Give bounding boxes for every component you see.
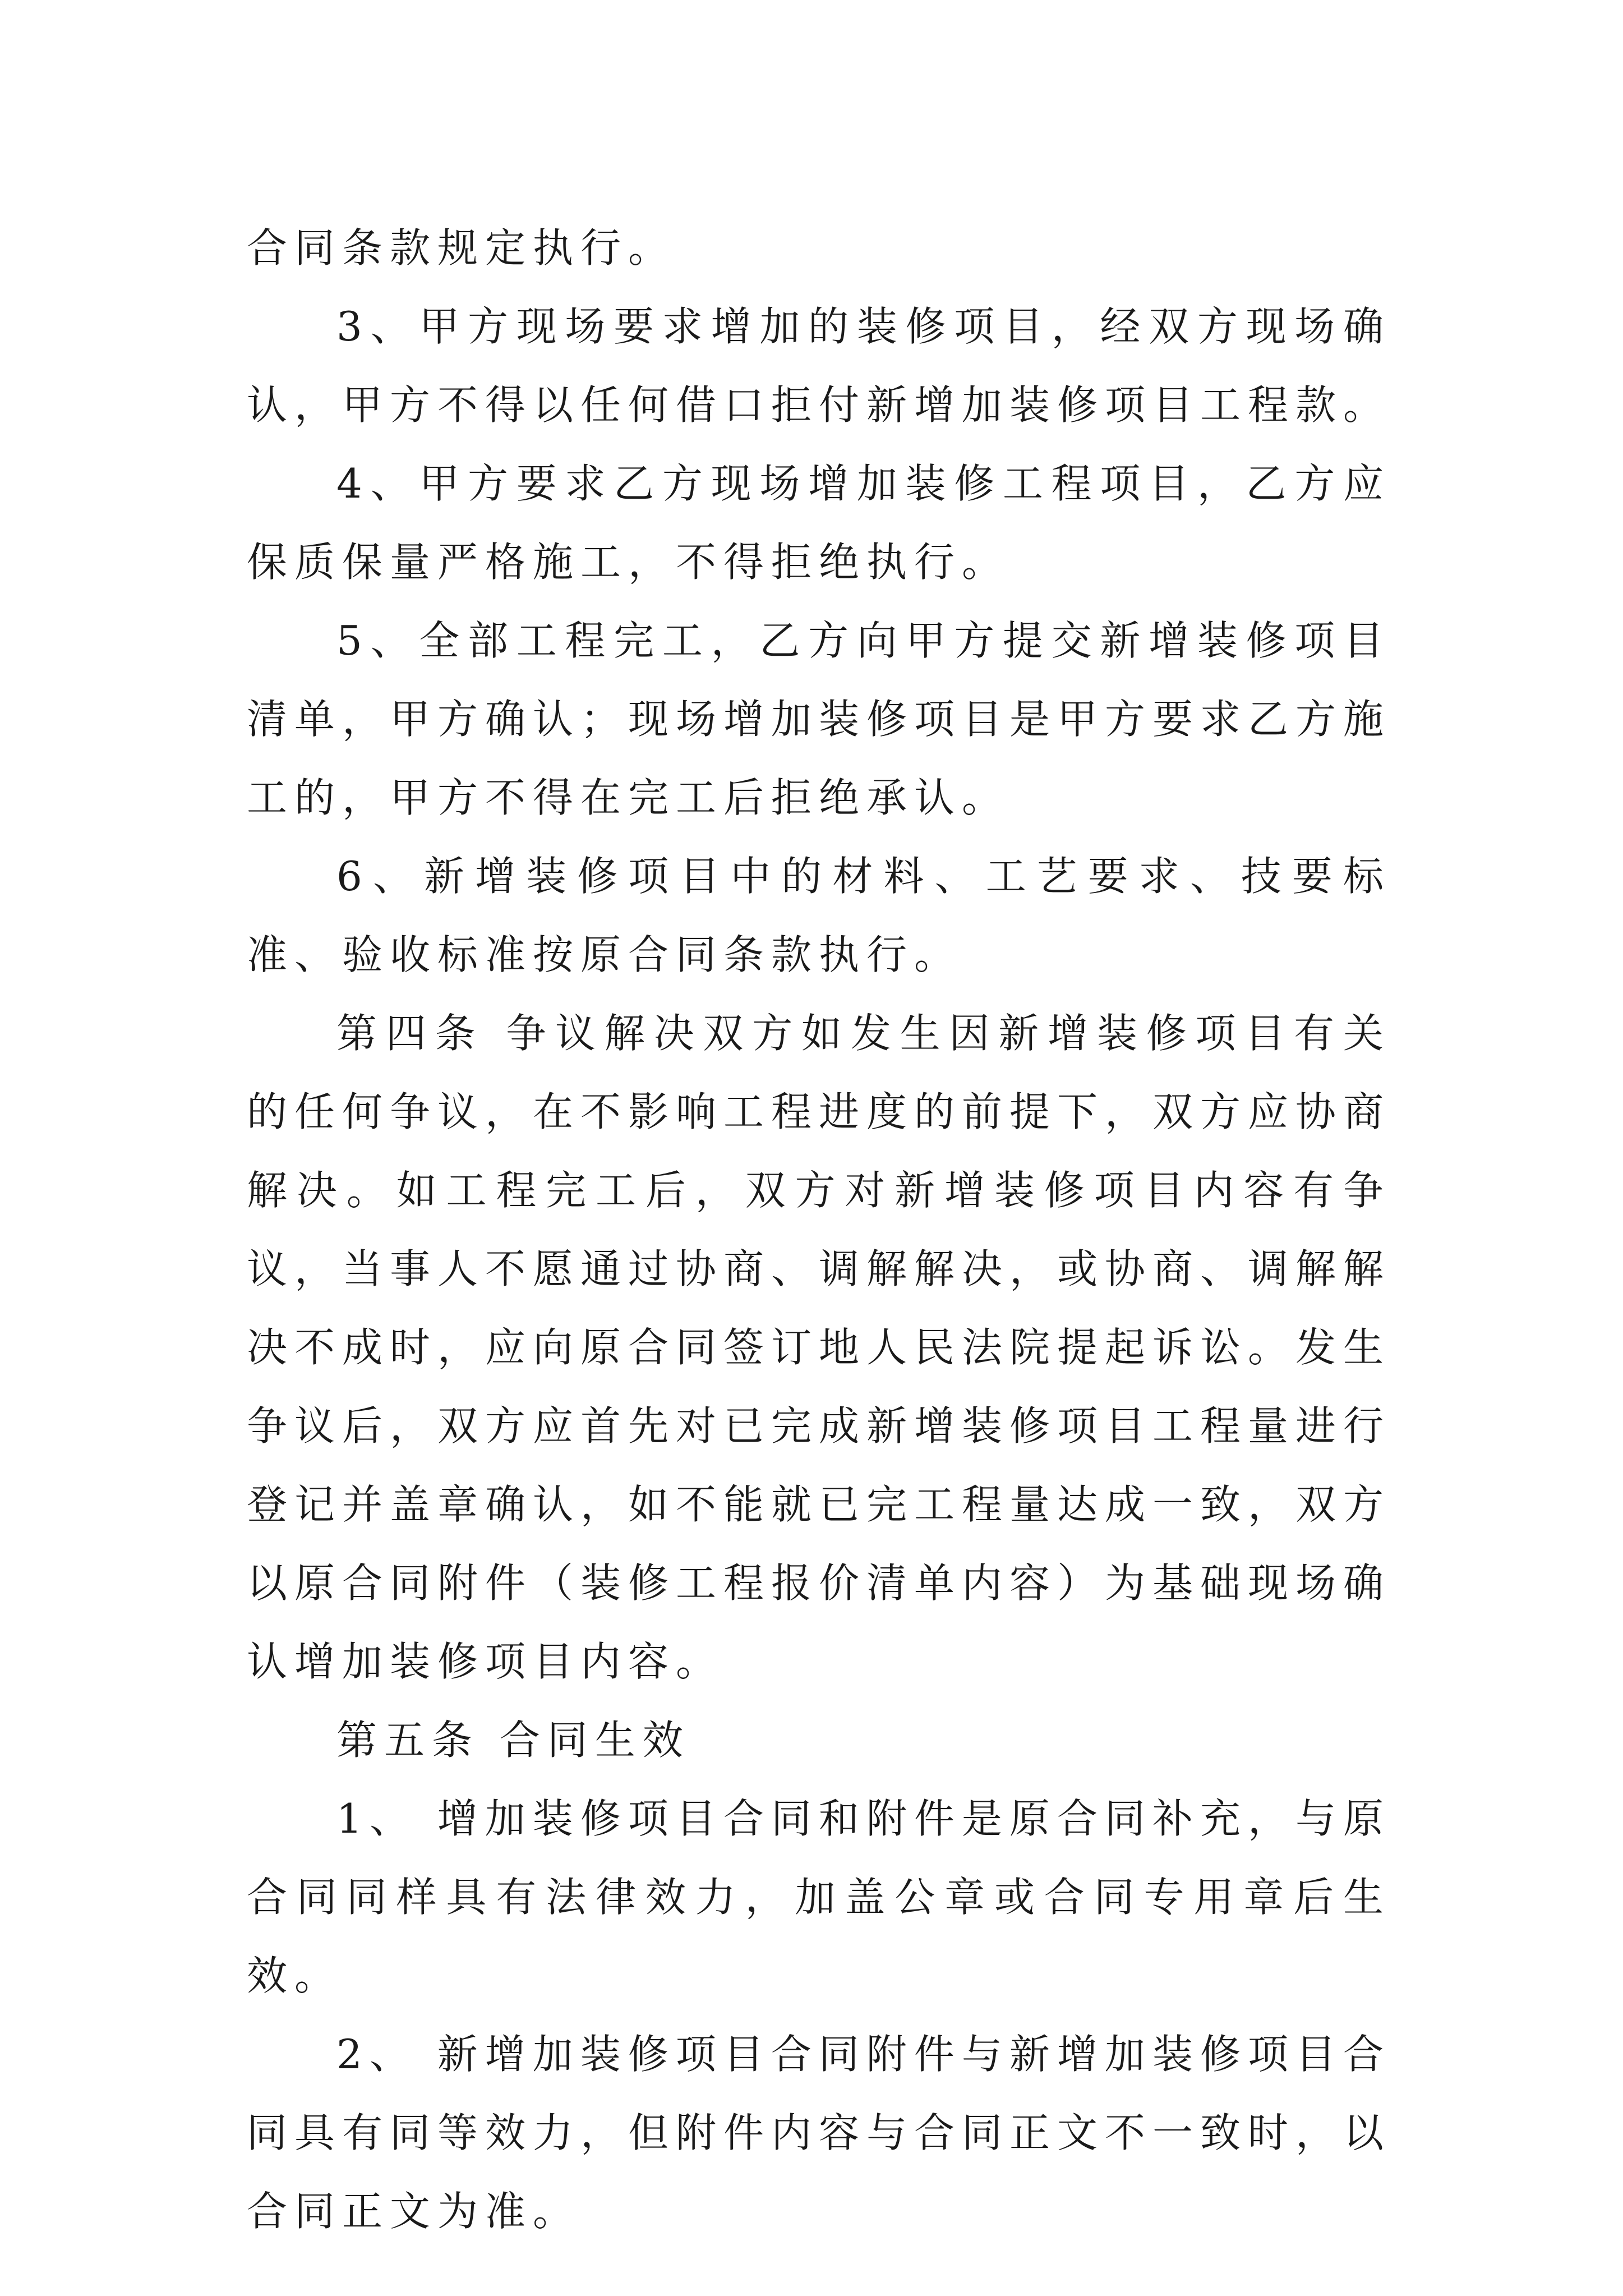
paragraph-article-5-item-2: 2、 新增加装修项目合同附件与新增加装修项目合同具有同等效力，但附件内容与合同正文不一致时，以合同正文为准。 [247,2031,1391,2235]
paragraph-item-6: 6、新增装修项目中的材料、工艺要求、技要标准、验收标准按原合同条款执行。 [247,853,1391,978]
paragraph-item-3: 3、甲方现场要求增加的装修项目，经双方现场确认，甲方不得以任何借口拒付新增加装修项目工程款。 [247,303,1391,429]
document-body [247,209,1391,2251]
paragraph-item-5: 5、全部工程完工，乙方向甲方提交新增装修项目清单，甲方确认；现场增加装修项目是甲方要求乙方施工的，甲方不得在完工后拒绝承认。 [247,617,1391,821]
paragraph-article-4-dispute: 第四条 争议解决双方如发生因新增装修项目有关的任何争议，在不影响工程进度的前提下，双方应协商解决。如工程完工后，双方对新增装修项目内容有争议，当事人不愿通过协商、调解解决，或协商、调解解决不成时，应向原合同签订地人民法院提起诉讼。发生争议后，双方应首先对已完成新增装修项目工程量进行登记并盖章确认，如不能就已完工程量达成一致，双方以原合同附件（装修工程报价清单内容）为基础现场确认增加装修项目内容。 [247,1010,1391,1685]
paragraph-continuation: 合同条款规定执行。 [247,224,676,272]
paragraph-article-5-item-1: 1、 增加装修项目合同和附件是原合同补充，与原合同同样具有法律效力，加盖公章或合同专用章后生效。 [247,1795,1391,1999]
paragraph-item-4: 4、甲方要求乙方现场增加装修工程项目，乙方应保质保量严格施工，不得拒绝执行。 [247,460,1391,586]
paragraph-article-5-heading: 第五条 合同生效 [336,1717,690,1764]
